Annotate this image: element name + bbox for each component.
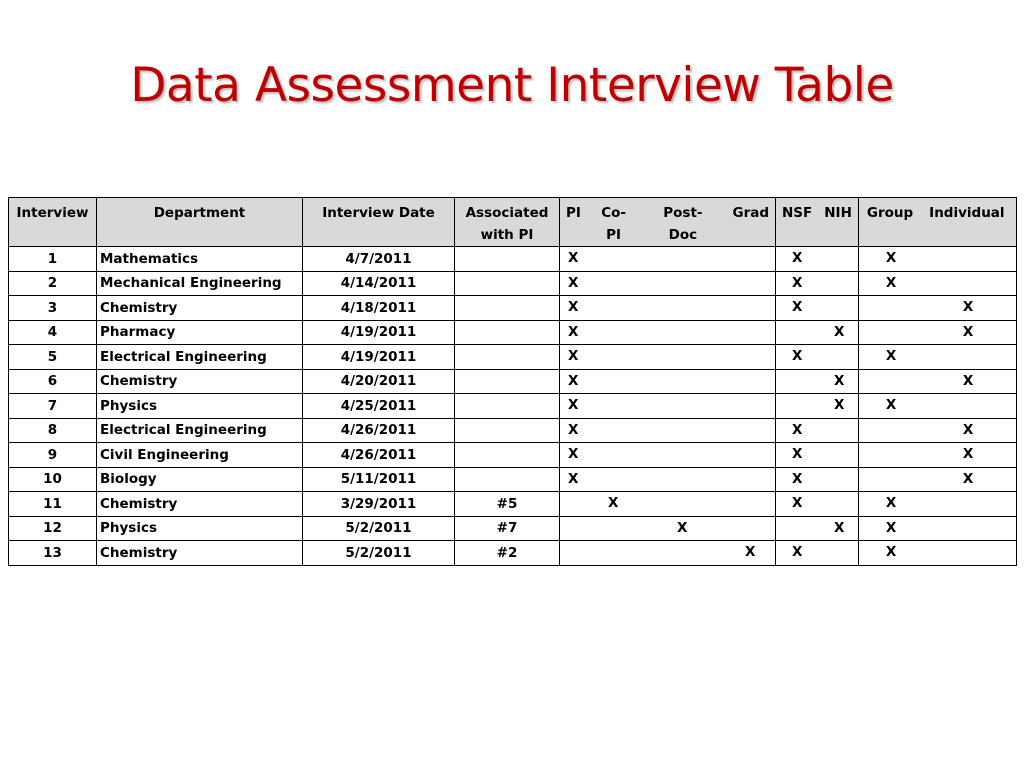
department-cell: Electrical Engineering [97, 345, 303, 370]
funding-cell-mark: X [792, 421, 803, 438]
funding-cell-mark: X [792, 348, 803, 364]
header-group: Group [866, 205, 914, 221]
interview-table [8, 197, 1017, 566]
type-cell [858, 296, 1016, 321]
interview-date-cell: 4/25/2011 [303, 394, 455, 419]
funding-cell [776, 467, 859, 492]
role-cell-mark: X [568, 372, 579, 389]
funding-cell [776, 541, 859, 566]
interview-date-cell: 5/2/2011 [303, 541, 455, 566]
table-row [9, 369, 1017, 394]
interview-number: 6 [9, 369, 97, 394]
interview-number: 11 [9, 492, 97, 517]
type-cell [858, 541, 1016, 566]
table-row [9, 541, 1017, 566]
type-cell-mark: X [962, 323, 974, 340]
funding-cell-mark: X [792, 470, 803, 487]
interview-date-cell: 4/19/2011 [303, 320, 455, 345]
associated-cell [455, 369, 560, 394]
role-cell [560, 271, 776, 296]
funding-cell [776, 443, 859, 468]
department-cell: Civil Engineering [97, 443, 303, 468]
header-department: Department [97, 198, 303, 247]
department-cell: Electrical Engineering [97, 418, 303, 443]
role-cell-mark: X [608, 495, 619, 511]
type-cell [858, 516, 1016, 541]
funding-cell-mark: X [792, 544, 803, 560]
role-cell-mark: X [568, 299, 579, 315]
department-cell: Pharmacy [97, 320, 303, 345]
interview-date-cell: 5/11/2011 [303, 467, 455, 492]
role-cell [560, 296, 776, 321]
table-row [9, 296, 1017, 321]
table-row [9, 418, 1017, 443]
associated-cell [455, 271, 560, 296]
funding-cell [776, 296, 859, 321]
type-cell [858, 443, 1016, 468]
department-cell: Chemistry [97, 492, 303, 517]
funding-cell-mark: X [792, 250, 803, 266]
funding-cell-mark: X [792, 446, 803, 462]
interview-date-cell: 4/26/2011 [303, 418, 455, 443]
interview-date-cell: 4/7/2011 [303, 247, 455, 272]
department-cell: Biology [97, 467, 303, 492]
role-cell [560, 541, 776, 566]
header-copi: Co-PI [601, 205, 626, 243]
type-cell [858, 467, 1016, 492]
funding-cell-mark: X [834, 519, 845, 536]
header-funding-group [776, 198, 859, 247]
department-cell: Physics [97, 516, 303, 541]
type-cell-mark: X [962, 372, 974, 389]
interview-date-cell: 3/29/2011 [303, 492, 455, 517]
funding-cell [776, 492, 859, 517]
department-cell: Mathematics [97, 247, 303, 272]
role-cell-mark: X [568, 397, 579, 413]
funding-cell-mark: X [792, 299, 803, 315]
role-cell [560, 418, 776, 443]
interview-number: 2 [9, 271, 97, 296]
interview-number: 8 [9, 418, 97, 443]
type-cell-mark: X [885, 250, 897, 266]
department-cell: Chemistry [97, 541, 303, 566]
type-cell-mark: X [885, 274, 897, 291]
role-cell-mark: X [568, 348, 579, 364]
role-cell [560, 369, 776, 394]
interview-date-cell: 4/20/2011 [303, 369, 455, 394]
funding-cell [776, 418, 859, 443]
interview-date-cell: 4/26/2011 [303, 443, 455, 468]
type-cell [858, 271, 1016, 296]
type-cell [858, 345, 1016, 370]
funding-cell [776, 369, 859, 394]
table-header-row [9, 198, 1017, 247]
role-cell-mark: X [677, 519, 688, 536]
type-cell [858, 492, 1016, 517]
type-cell-mark: X [885, 544, 897, 560]
department-cell: Chemistry [97, 296, 303, 321]
role-cell [560, 345, 776, 370]
interview-date-cell: 5/2/2011 [303, 516, 455, 541]
table-row [9, 443, 1017, 468]
table-row [9, 247, 1017, 272]
funding-cell-mark: X [834, 372, 845, 389]
header-nih: NIH [824, 205, 852, 221]
interview-number: 13 [9, 541, 97, 566]
table-row [9, 516, 1017, 541]
table-row [9, 345, 1017, 370]
role-cell [560, 492, 776, 517]
header-postdoc: Post-Doc [663, 205, 703, 243]
type-cell-mark: X [962, 470, 974, 487]
type-cell [858, 418, 1016, 443]
table-row [9, 394, 1017, 419]
associated-cell: #2 [455, 541, 560, 566]
table-row [9, 467, 1017, 492]
interview-number: 3 [9, 296, 97, 321]
role-cell-mark: X [745, 544, 756, 560]
header-type-group [858, 198, 1016, 247]
type-cell [858, 247, 1016, 272]
header-pi: PI [566, 205, 581, 221]
interview-number: 9 [9, 443, 97, 468]
type-cell-mark: X [885, 348, 897, 364]
funding-cell-mark: X [834, 397, 845, 413]
funding-cell [776, 271, 859, 296]
role-cell [560, 467, 776, 492]
role-cell-mark: X [568, 470, 579, 487]
type-cell-mark: X [885, 495, 897, 511]
department-cell: Mechanical Engineering [97, 271, 303, 296]
funding-cell [776, 516, 859, 541]
type-cell-mark: X [962, 299, 974, 315]
associated-cell [455, 394, 560, 419]
header-grad: Grad [732, 205, 769, 221]
type-cell-mark: X [885, 397, 897, 413]
role-cell-mark: X [568, 446, 579, 462]
associated-cell: #5 [455, 492, 560, 517]
interview-number: 4 [9, 320, 97, 345]
funding-cell [776, 394, 859, 419]
interview-number: 1 [9, 247, 97, 272]
funding-cell-mark: X [834, 323, 845, 340]
associated-cell [455, 467, 560, 492]
header-nsf: NSF [782, 205, 813, 221]
associated-cell [455, 320, 560, 345]
header-associated-with-pi: Associated with PI [455, 198, 560, 247]
page-title: Data Assessment Interview Table [130, 58, 894, 113]
interview-number: 7 [9, 394, 97, 419]
type-cell [858, 369, 1016, 394]
role-cell [560, 516, 776, 541]
role-cell [560, 247, 776, 272]
interview-date-cell: 4/19/2011 [303, 345, 455, 370]
associated-cell [455, 296, 560, 321]
interview-date-cell: 4/14/2011 [303, 271, 455, 296]
department-cell: Chemistry [97, 369, 303, 394]
type-cell-mark: X [962, 421, 974, 438]
funding-cell [776, 345, 859, 370]
funding-cell [776, 320, 859, 345]
header-role-group [560, 198, 776, 247]
type-cell [858, 394, 1016, 419]
table-row [9, 320, 1017, 345]
interview-number: 5 [9, 345, 97, 370]
table-row [9, 492, 1017, 517]
interview-number: 10 [9, 467, 97, 492]
role-cell-mark: X [568, 323, 579, 340]
type-cell-mark: X [885, 519, 897, 536]
header-individual: Individual [929, 205, 1005, 221]
role-cell [560, 320, 776, 345]
associated-cell: #7 [455, 516, 560, 541]
role-cell [560, 394, 776, 419]
type-cell-mark: X [962, 446, 974, 462]
funding-cell [776, 247, 859, 272]
funding-cell-mark: X [792, 274, 803, 291]
associated-cell [455, 247, 560, 272]
table-row [9, 271, 1017, 296]
interview-date-cell: 4/18/2011 [303, 296, 455, 321]
role-cell-mark: X [568, 250, 579, 266]
role-cell-mark: X [568, 274, 579, 291]
role-cell-mark: X [568, 421, 579, 438]
funding-cell-mark: X [792, 495, 803, 511]
associated-cell [455, 345, 560, 370]
associated-cell [455, 418, 560, 443]
interview-number: 12 [9, 516, 97, 541]
associated-cell [455, 443, 560, 468]
role-cell [560, 443, 776, 468]
header-interview-date: Interview Date [303, 198, 455, 247]
header-interview: Interview [9, 198, 97, 247]
department-cell: Physics [97, 394, 303, 419]
type-cell [858, 320, 1016, 345]
